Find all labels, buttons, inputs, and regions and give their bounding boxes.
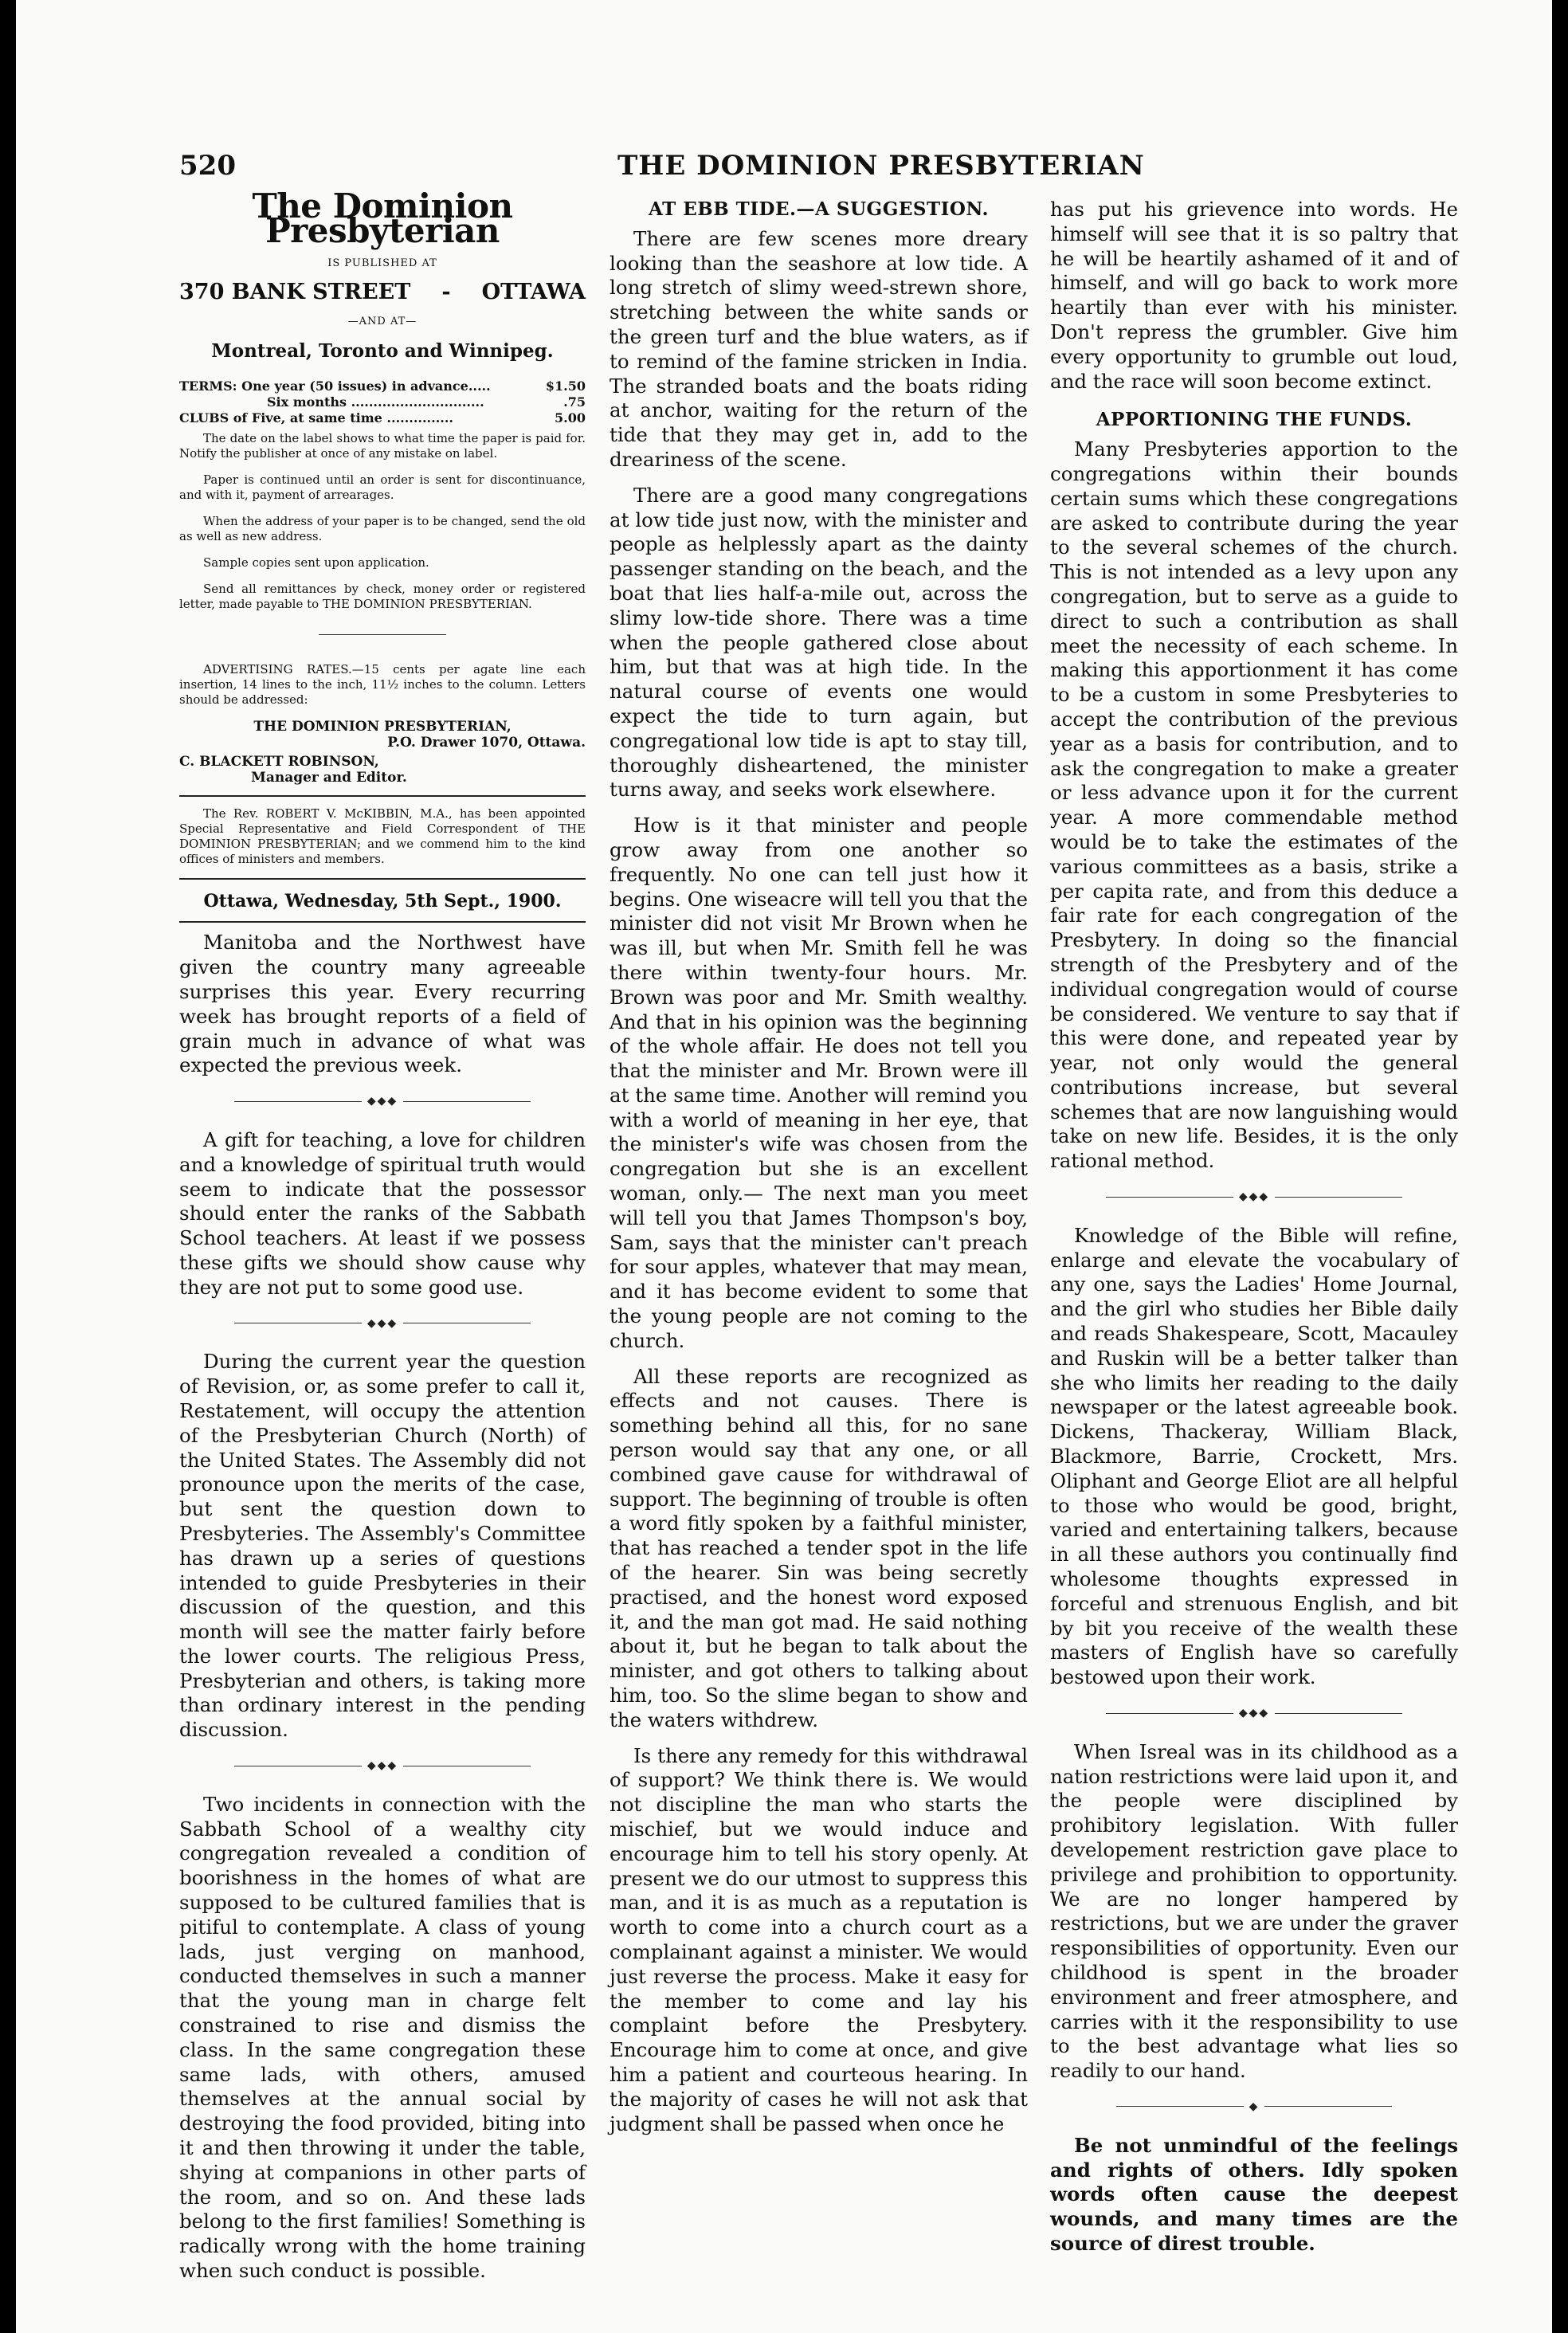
article-paragraph: How is it that minister and people grow away from one another so frequently. No one can tell just how it begins. One wiseacre will tell you that the minister did not visit Mr Brown when he was ill, but when Mr. Smith fell he was there within twenty-four hours. Mr. Brown was poor and Mr. Smith wealthy. And that in his opinion was the beginning of the whole affair. He does not tell you that the minister and Mr. Brown were ill at the same time. Another will remind you with a world of meaning in her eye, that the minister's wife was chosen from the congregation but she is an excellent woman, only.— The next man you meet will tell you that James Thompson's boy, Sam, says that the minister can't preach for sour apples, whatever that may mean, and it has become evident to some that the young people are not coming to the church. (610, 814, 1028, 1352)
subscription-terms (179, 378, 586, 426)
address-dash: - (441, 280, 451, 305)
notice: Paper is continued until an order is sent for discontinuance, and with it, payment of arrearages. (179, 472, 586, 502)
masthead (179, 186, 586, 923)
street: 370 BANK STREET (179, 280, 411, 305)
editorial-paragraph: When Isreal was in its childhood as a nation restrictions were laid upon it, and the people were disciplined by prohibitory legislation. With fuller developement restriction gave place to privilege and prohibition to opportunity. We are no longer hampered by restrictions, but we are under the graver responsibilities of opportunity. Even our childhood is spent in the broader environment and freer atmosphere, and carries with it the responsibility to use to the best advantage what lies so readily to our hand. (1050, 1739, 1458, 2083)
notice: The date on the label shows to what time the paper is paid for. Notify the publisher at once of any mistake on label. (179, 430, 586, 461)
published-at: IS PUBLISHED AT (327, 257, 437, 269)
separator: ◆ (1050, 2095, 1458, 2119)
and-at: —AND AT— (347, 316, 417, 328)
advertising-rates: ADVERTISING RATES.—15 cents per agate line each insertion, 14 lines to the inch, 11½ inches to the column. Letters should be addressed: (179, 661, 586, 707)
column-b (610, 191, 1028, 2147)
article-heading: APPORTIONING THE FUNDS. (1096, 409, 1413, 431)
editorial-paragraph: Two incidents in connection with the Sabbath School of a wealthy city congregation revealed a condition of boorishness in the homes of what are supposed to be cultured families that is pitiful to contemplate. A class of young lads, just verging on manhood, conducted themselves in such a manner that the young man in charge felt constrained to rise and dismiss the class. In the same congregation these same lads, with others, amused themselves at the annual social by destroying the food provided, biting into it and then throwing it under the table, shying at companions in other parts of the room, and so on. And these lads belong to the first families! Something is radically wrong with the home training when such conduct is possible. (179, 1792, 586, 2283)
separator (179, 623, 586, 648)
terms-row: Six months .............................. .75 (267, 394, 586, 410)
article-paragraph: All these reports are recognized as effects and not causes. There is something behind all this, for no sane person would say that any one, or all combined gave cause for withdrawal of support. The beginning of trouble is often a word fitly spoken by a faithful minister, that has reached a tender spot in the life of the hearer. Sin was being secretly practised, and the honest word exposed it, and the man got mad. He said nothing about it, but he began to talk about the minister, and got others to talking about him, too. So the slime began to show and the waters withdrew. (610, 1364, 1028, 1731)
editorial-paragraph: During the current year the question of Revision, or, as some prefer to call it, Restatement, will occupy the attention of the Presbyterian Church (North) of the United States. The Assembly did not pronounce upon the merits of the case, but sent the question down to Presbyteries. The Assembly's Committee has drawn up a series of questions intended to guide Presbyteries in their discussion of the question, and this month will see the matter fairly before the lower courts. The religious Press, Presbyterian and others, is taking more than ordinary interest in the pending discussion. (179, 1350, 586, 1742)
article-paragraph: There are few scenes more dreary looking than the seashore at low tide. A long stretch of slimy weed-strewn shore, stretching between the white sands or the green turf and the blue waters, as if to remind of the famine stricken in India. The stranded boats and the boats riding at anchor, waiting for the return of the tide that they may get in, add to the dreariness of the scene. (610, 226, 1028, 471)
street-address (179, 280, 586, 305)
article-paragraph: Is there any remedy for this withdrawal of support? We think there is. We would not discipline the man who starts the mischief, but we would induce and encourage him to tell his story openly. At present we do our utmost to suppress this man, and it is as much as a reputation is worth to come into a church court as a complainant against a minister. We would just reverse the process. Make it easy for the member to come and lay his complaint before the Presbytery. Encourage him to come at once, and give him a patient and courteous hearing. In the majority of cases he will not ask that judgment shall be passed when once he (610, 1743, 1028, 2135)
terms-row: CLUBS of Five, at same time ............... 5.00 (179, 410, 586, 425)
editorial-paragraph: Manitoba and the Northwest have given the country many agreeable surprises this year. Every recurring week has brought reports of a field of grain much in advance of what was expected the previous week. (179, 931, 586, 1077)
editorial-paragraph: Knowledge of the Bible will refine, enlarge and elevate the vocabulary of any one, says the Ladies' Home Journal, and the girl who studies her Bible daily and reads Shakespeare, Scott, Macauley and Ruskin will be a better talker than she who limits her reading to the daily newspaper or the latest agreeable book. Dickens, Thackeray, William Black, Blackmore, Barrie, Crockett, Mrs. Oliphant and George Eliot are all helpful to those who would be good, bright, varied and entertaining talkers, because in all these authors you continually find wholesome thoughts expressed in forceful and strenuous English, and bit by bit you receive of the wealth these masters of English have so carefully bestowed upon their work. (1050, 1223, 1458, 1689)
subscriber-notices (179, 431, 586, 612)
city: OTTAWA (481, 280, 586, 305)
editor: C. BLACKETT ROBINSON, Manager and Editor. (179, 753, 407, 786)
article-paragraph: Many Presbyteries apportion to the congregations within their bounds certain sums which these congregations are asked to contribute during the year to the several schemes of the church. This is not intended as a levy upon any congregation, but to serve as a guide to direct to such a contribution as shall meet the necessity of each scheme. In making this apportionment it has come to be a custom in some Presbyteries to accept the contribution of the previous year as a basis for contribution, and to ask the congregation to make a greater or less advance upon it for the current year. A more commendable method would be to take the estimates of the various committees as a basis, strike a per capita rate, and from this deduce a fair rate for each congregation of the Presbytery. In doing so the financial strength of the Presbytery and of the individual congregation would of course be considered. We venture to say that if this were done, and repeated year by year, not only would the general contributions increase, but several schemes that are now languishing would take on new life. Besides, it is the only rational method. (1050, 437, 1458, 1173)
separator: ◆◆◆ (179, 1754, 586, 1778)
other-cities: Montreal, Toronto and Winnipeg. (211, 339, 554, 362)
article-paragraph: There are a good many congregations at low tide just now, with the minister and people as helplessly apart as the dainty passenger standing on the beach, and the boat that lies half-a-mile out, across the slimy low-tide shore. There was a time when the people gathered close about him, but that was at high tide. In the natural course of events one would expect the tide to turn again, but congregational low tide is apt to stay till, thoroughly disheartened, the minister turns away, and seeks work elsewhere. (610, 483, 1028, 802)
notice: When the address of your paper is to be changed, send the old as well as new address. (179, 513, 586, 543)
journal-title: THE DOMINION PRESBYTERIAN (617, 150, 1145, 182)
terms-row: TERMS: One year (50 issues) in advance..... $1.50 (179, 378, 586, 394)
masthead-title: The Dominion Presbyterian (252, 186, 513, 250)
representative-notice: The Rev. ROBERT V. McKIBBIN, M.A., has been appointed Special Representative and Field Correspondent of THE DOMINION PRESBYTERIAN; and we commend him to the kind offices of ministers and members. (179, 806, 586, 866)
article-continuation: has put his grievence into words. He himself will see that it is so paltry that he will be heartily ashamed of it and of himself, and will go back to work more heartily than ever with his minister. Don't repress the grumbler. Give him every opportunity to grumble out loud, and the race will soon become extinct. (1050, 198, 1458, 393)
separator: ◆◆◆ (179, 1089, 586, 1114)
running-head (16, 150, 1552, 198)
editorial-paragraph: A gift for teaching, a love for children and a knowledge of spiritual truth would seem to indicate that the possessor should enter the ranks of the Sabbath School teachers. At least if we possess these gifts we should show cause why they are not put to some good use. (179, 1127, 586, 1299)
mailing-address: THE DOMINION PRESBYTERIAN, P.O. Drawer 1070, Ottawa. (253, 718, 586, 751)
divider (179, 795, 586, 797)
editorial-paragraph: Be not unmindful of the feelings and rights of others. Idly spoken words often cause the deepest wounds, and many times are the source of direst trouble. (1050, 2133, 1458, 2255)
separator: ◆◆◆ (179, 1312, 586, 1336)
separator: ◆◆◆ (1050, 1185, 1458, 1210)
column-c (1050, 198, 1458, 2268)
notice: Send all remittances by check, money order or registered letter, made payable to THE DOMINION PRESBYTERIAN. (179, 581, 586, 611)
separator: ◆◆◆ (1050, 1701, 1458, 1726)
newspaper-page (16, 0, 1552, 2333)
notice: Sample copies sent upon application. (203, 555, 429, 570)
page-number: 520 (179, 150, 236, 182)
divider (179, 878, 586, 880)
article-heading: AT EBB TIDE.—A SUGGESTION. (649, 198, 989, 220)
column-a (179, 186, 586, 2295)
dateline: Ottawa, Wednesday, 5th Sept., 1900. (179, 889, 586, 923)
